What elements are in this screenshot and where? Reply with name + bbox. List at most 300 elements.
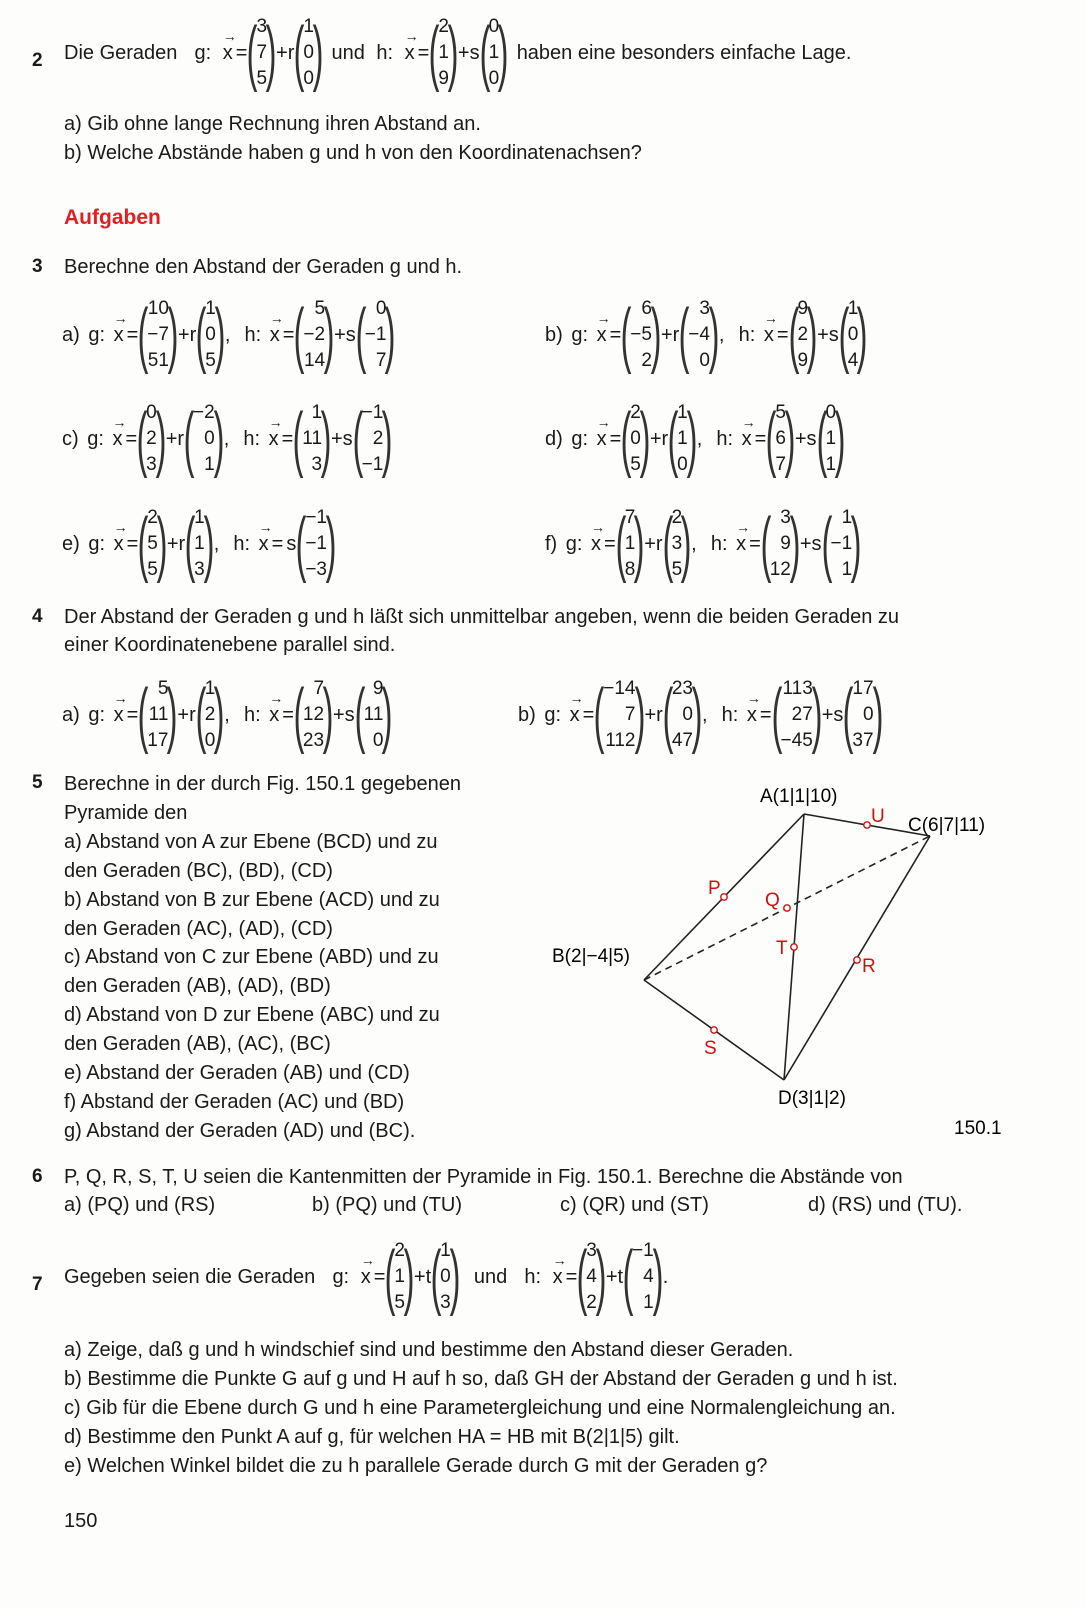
vector-component: 5 (147, 533, 158, 554)
vector (430, 1237, 461, 1317)
problem-2b: b) Welche Abstände haben g und h von den Koordinatenachsen? (64, 142, 642, 164)
vector-component: 0 (677, 454, 688, 475)
equals: = (776, 323, 789, 346)
equals: = (282, 703, 294, 726)
vector (760, 504, 801, 584)
vector (667, 399, 698, 479)
equals: = (126, 323, 139, 346)
paren-left: ( (384, 1237, 396, 1317)
problem-5-line: Berechne in der durch Fig. 150.1 gegebenen (64, 773, 461, 795)
problem-3-text: Berechne den Abstand der Geraden g und h. (64, 256, 463, 278)
problem-7-equation: Gegeben seien die Geraden g: → x = ( 2 1 5 ) +t ( 1 0 3 ) und h: → x = ( 3 4 2 ) +t ( −1 4 1 ) . (64, 1238, 668, 1316)
vector-component: 5 (630, 454, 641, 475)
vector-x: → x (591, 533, 601, 556)
paren-left: ( (430, 1237, 442, 1317)
equation-row (62, 399, 393, 479)
param-t: +t (605, 1265, 624, 1288)
problem-5-line: d) Abstand von D zur Ebene (ABC) und zu (64, 1004, 440, 1027)
vector (295, 504, 337, 584)
vector-component: 2 (394, 1240, 405, 1261)
paren-right: ) (213, 675, 225, 755)
point-r (854, 957, 860, 963)
g-label: g: (194, 41, 212, 64)
vector-component: 6 (775, 428, 786, 449)
vector (183, 399, 225, 479)
vector-x: → x (742, 428, 752, 451)
vector (195, 675, 225, 755)
vector (771, 675, 823, 755)
paren-right: ) (639, 399, 651, 479)
paren-right: ) (213, 399, 225, 479)
paren-left: ( (184, 504, 196, 584)
paren-left: ( (662, 675, 674, 755)
equals: = (582, 703, 595, 726)
vector-component: 5 (205, 350, 216, 371)
problem-5-line: b) Abstand von B zur Ebene (ACD) und zu (64, 888, 440, 911)
vector-component: 5 (157, 678, 169, 699)
page-number: 150 (64, 1510, 98, 1532)
equals: = (282, 323, 295, 346)
vector-x: → x (269, 428, 279, 451)
vector-component: 3 (194, 559, 205, 580)
vector-component: 3 (780, 507, 791, 528)
vector (384, 1237, 415, 1317)
paren-left: ( (765, 399, 777, 479)
problem-7a: a) Zeige, daß g und h windschief sind und bestimme den Abstand dieser Geraden. (64, 1339, 794, 1361)
label-c: C(6|7|11) (908, 815, 986, 836)
vector-component: 0 (699, 350, 710, 371)
vector-component: 2 (438, 16, 449, 37)
paren-left: ( (615, 504, 627, 584)
vector-component: −14 (603, 678, 636, 699)
vector-component: −2 (303, 324, 326, 345)
comma: , (224, 323, 231, 346)
vector-component: 37 (852, 730, 874, 751)
comma: , (701, 703, 708, 726)
paren-right: ) (834, 399, 846, 479)
vector-component: 3 (256, 16, 268, 37)
vector-x: → x (223, 42, 233, 65)
param-s: +s (794, 427, 817, 450)
problem-6c: c) (QR) und (ST) (560, 1194, 709, 1216)
label-t: T (776, 938, 788, 959)
problem-5-line: den Geraden (AB), (AD), (BD) (64, 975, 331, 998)
pyramid-figure (540, 770, 1020, 1150)
problem-4-text2: einer Koordinatenebene parallel sind. (64, 634, 396, 656)
paren-left: ( (293, 13, 305, 93)
g-label: g: (538, 703, 567, 726)
equation-row (62, 295, 396, 375)
vector-component: 3 (586, 1240, 597, 1261)
vector-component: −45 (780, 730, 813, 751)
vector-component: 1 (303, 16, 314, 37)
paren-right: ) (312, 13, 324, 93)
paren-left: ( (816, 399, 827, 479)
item-label: b) (545, 323, 563, 346)
vector (136, 399, 167, 479)
paren-left: ( (294, 295, 305, 375)
h-label: h: (727, 323, 761, 346)
paren-left: ( (620, 295, 632, 375)
vector-x: → x (597, 428, 607, 451)
vector-component: 1 (825, 454, 837, 475)
problem-5-line: den Geraden (AC), (AD), (CD) (64, 917, 333, 940)
param-s: +s (821, 703, 844, 726)
und: und (331, 41, 365, 64)
paren-left: ( (428, 13, 440, 93)
vector-component: 2 (147, 507, 158, 528)
vector-component: 1 (488, 42, 500, 63)
paren-right: ) (322, 675, 334, 755)
g-label: g: (82, 323, 111, 346)
paren-right: ) (872, 675, 883, 755)
vector (622, 1237, 664, 1317)
vector-component: 6 (641, 298, 652, 319)
vector-component: 9 (797, 298, 809, 319)
vector (662, 675, 703, 755)
vector-component: −1 (361, 402, 384, 423)
vector-component: 0 (372, 730, 384, 751)
paren-left: ( (137, 675, 149, 755)
vector (354, 675, 393, 755)
vector (137, 504, 168, 584)
h-label: h: (705, 427, 739, 450)
paren-right: ) (708, 295, 720, 375)
vector-component: 17 (147, 730, 169, 751)
h-label: h: (233, 323, 267, 346)
vector-component: 1 (205, 298, 216, 319)
paren-right: ) (203, 504, 215, 584)
paren-right: ) (167, 675, 178, 755)
vector-component: 14 (303, 350, 326, 371)
problem-5-line: den Geraden (BC), (BD), (CD) (64, 859, 333, 882)
vector-component: −1 (364, 324, 387, 345)
vector (195, 295, 226, 375)
problem-5-line: a) Abstand von A zur Ebene (BCD) und zu (64, 830, 438, 853)
problem-7d: d) Bestimme den Punkt A auf g, für welchen HA = HB mit B(2|1|5) gilt. (64, 1426, 680, 1448)
vector (137, 295, 179, 375)
param-r: +r (649, 427, 669, 450)
paren-right: ) (265, 13, 277, 93)
vector (620, 399, 651, 479)
param-s: +s (817, 323, 839, 346)
vector-x: → x (405, 42, 415, 65)
vector-component: 0 (440, 1266, 451, 1287)
vector-x: → x (269, 704, 279, 727)
paren-right: ) (650, 295, 662, 375)
vector-component: 0 (630, 428, 641, 449)
paren-right: ) (447, 13, 459, 93)
vector-x: → x (114, 704, 124, 727)
vector-component: 17 (852, 678, 874, 699)
label-p: P (708, 878, 721, 899)
param-s: +s (457, 41, 480, 64)
paren-left: ( (136, 399, 148, 479)
point-q (784, 905, 790, 911)
paren-right: ) (634, 675, 645, 755)
paren-left: ( (355, 295, 367, 375)
problem-5-line: Pyramide den (64, 801, 188, 824)
vector-component: 1 (624, 533, 636, 554)
vector-component: 3 (311, 454, 323, 475)
paren-left: ( (620, 399, 632, 479)
label-r: R (862, 956, 876, 977)
problem-6a: a) (PQ) und (RS) (64, 1194, 216, 1216)
problem-3d (545, 399, 846, 479)
h-label: h: (710, 703, 744, 726)
paren-left: ( (678, 295, 690, 375)
paren-left: ( (622, 1237, 634, 1317)
paren-right: ) (789, 504, 801, 584)
label-a: A(1|1|10) (760, 786, 838, 807)
vector-component: 2 (204, 704, 216, 725)
h-label: h: (232, 703, 267, 726)
vector-component: 5 (671, 559, 683, 580)
problem-2-number: 2 (32, 50, 43, 71)
param-s: +s (331, 427, 353, 450)
item-label: d) (545, 427, 563, 450)
param-r: +r (644, 532, 663, 555)
param-r: +r (166, 532, 186, 555)
paren-left: ( (593, 675, 605, 755)
paren-left: ( (183, 399, 195, 479)
vector (816, 399, 846, 479)
vector (352, 399, 393, 479)
vector-component: 0 (303, 42, 314, 63)
vector-component: 7 (256, 42, 268, 63)
vector-x: → x (764, 324, 774, 347)
equation-row (62, 675, 393, 755)
problem-5-line: g) Abstand der Geraden (AD) und (BC). (64, 1119, 416, 1142)
vector-component: 8 (624, 559, 636, 580)
vector-component: −5 (630, 324, 652, 345)
vector-component: 1 (311, 402, 323, 423)
vector-component: 51 (147, 350, 169, 371)
paren-right: ) (385, 295, 396, 375)
vector-x: → x (597, 324, 607, 347)
paren-right: ) (686, 399, 698, 479)
vector-component: −4 (688, 324, 710, 345)
problem-5-line: e) Abstand der Geraden (AB) und (CD) (64, 1062, 410, 1085)
paren-right: ) (633, 504, 645, 584)
equals: = (271, 532, 284, 555)
vector (137, 675, 178, 755)
paren-left: ( (771, 675, 782, 755)
g-label: g: (82, 703, 111, 726)
point-u (864, 822, 870, 828)
paren-left: ( (838, 295, 850, 375)
und: und (473, 1265, 508, 1288)
paren-right: ) (156, 504, 168, 584)
vector-component: −1 (305, 533, 327, 554)
vector-x: → x (553, 1266, 563, 1289)
vector-x: → x (114, 324, 124, 347)
vector (292, 399, 332, 479)
comma: , (213, 532, 220, 555)
equals: = (754, 427, 767, 450)
vector-component: 12 (769, 559, 791, 580)
vector-component: 0 (488, 68, 500, 89)
vector-component: −1 (361, 454, 384, 475)
vector-component: 5 (394, 1292, 405, 1313)
vector-x: → x (570, 704, 580, 727)
g-label: g: (81, 427, 110, 450)
problem-5-number: 5 (32, 772, 43, 793)
problem-3b (545, 295, 868, 375)
equation-row (545, 295, 868, 375)
vector-component: −3 (305, 559, 327, 580)
vector-component: 3 (146, 454, 157, 475)
equation-row (518, 675, 883, 755)
problem-7e: e) Welchen Winkel bildet die zu h parallele Gerade durch G mit der Geraden g? (64, 1455, 768, 1477)
problem-2a: a) Gib ohne lange Rechnung ihren Abstand an. (64, 113, 481, 135)
problem-3a (62, 295, 396, 375)
param-s: +s (799, 532, 822, 555)
vector-component: 0 (488, 16, 500, 37)
vector-component: 12 (302, 704, 325, 725)
vector-component: 9 (797, 350, 809, 371)
vector-component: 2 (630, 402, 641, 423)
problem-3c (62, 399, 393, 479)
problem-4-number: 4 (32, 606, 43, 627)
h-label: h: (699, 532, 734, 555)
point-p (721, 894, 727, 900)
equals: = (749, 532, 761, 555)
vector-component: 7 (313, 678, 325, 699)
problem-3-number: 3 (32, 256, 43, 277)
problem-6-text: P, Q, R, S, T, U seien die Kantenmitten der Pyramide in Fig. 150.1. Berechne die Abstände von (64, 1166, 903, 1188)
g-label: g: (82, 532, 111, 555)
vector-component: 0 (375, 298, 387, 319)
comma: , (224, 703, 230, 726)
paren-left: ( (295, 504, 307, 584)
point-s (711, 1027, 717, 1033)
vector-component: 0 (205, 324, 216, 345)
paren-right: ) (497, 13, 509, 93)
vector-x: → x (747, 704, 757, 727)
paren-left: ( (843, 675, 854, 755)
label-d: D(3|1|2) (778, 1088, 846, 1109)
vector-component: 3 (440, 1292, 451, 1313)
paren-right: ) (320, 399, 332, 479)
vector-component: 113 (782, 678, 813, 699)
vector-x: → x (259, 533, 269, 556)
vector-component: 0 (825, 402, 837, 423)
item-label: a) (62, 323, 80, 346)
comma: , (718, 323, 725, 346)
vector (821, 504, 862, 584)
problem-2-equation: Die Geraden g: → x = ( 3 7 5 ) +r ( 1 0 0 ) und h: → x = ( 2 1 9 ) +s ( 0 1 0 ) haben eine besonders einfache Lage. (64, 14, 851, 92)
vector-component: 1 (440, 1240, 451, 1261)
vector (293, 675, 334, 755)
vector-component: 2 (671, 507, 683, 528)
vector-component: 7 (775, 454, 786, 475)
problem-5-line: den Geraden (AB), (AC), (BC) (64, 1033, 331, 1056)
param-s: s (286, 532, 297, 555)
paren-right: ) (382, 675, 393, 755)
vector-component: 0 (204, 428, 215, 449)
g-label: g: (565, 323, 594, 346)
problem-7c: c) Gib für die Ebene durch G und h eine Parametergleichung und eine Normalengleichung an. (64, 1397, 896, 1419)
vector-component: 1 (204, 454, 215, 475)
vector-component: −1 (305, 507, 327, 528)
paren-right: ) (811, 675, 823, 755)
vector-component: −1 (632, 1240, 654, 1261)
vector-component: 27 (791, 704, 813, 725)
paren-left: ( (247, 13, 258, 93)
vector-component: 1 (194, 533, 205, 554)
vector-components (779, 676, 815, 754)
paren-left: ( (352, 399, 364, 479)
vector-component: 23 (302, 730, 325, 751)
paren-left: ( (788, 295, 799, 375)
g-label: g: (565, 427, 594, 450)
paren-right: ) (806, 295, 818, 375)
vector-component: 1 (677, 402, 688, 423)
label-b: B(2|−4|5) (552, 946, 630, 967)
problem-2-outro: haben eine besonders einfache Lage. (516, 41, 852, 64)
paren-right: ) (850, 504, 862, 584)
vector-component: 1 (847, 298, 859, 319)
vector-x: → x (114, 533, 124, 556)
vector (843, 675, 883, 755)
vector-component: 1 (438, 42, 449, 63)
vector-component: 9 (438, 68, 449, 89)
vector (620, 295, 662, 375)
point-t (791, 944, 797, 950)
label-u: U (871, 806, 885, 827)
problem-2-intro: Die Geraden (64, 41, 178, 64)
param-r: +r (177, 323, 197, 346)
vector (184, 504, 215, 584)
paren-right: ) (325, 504, 337, 584)
vector (294, 295, 335, 375)
problem-3e (62, 504, 337, 584)
comma: , (691, 532, 697, 555)
paren-right: ) (691, 675, 703, 755)
paren-right: ) (403, 1237, 415, 1317)
vector-component: 5 (314, 298, 326, 319)
paren-right: ) (856, 295, 868, 375)
vector-component: 0 (204, 730, 216, 751)
paren-right: ) (784, 399, 796, 479)
paren-right: ) (449, 1237, 461, 1317)
vector (576, 1237, 607, 1317)
g-label: g: (332, 1265, 350, 1288)
vector-components (601, 676, 637, 754)
vector (593, 675, 645, 755)
paren-left: ( (667, 399, 679, 479)
problem-4-text1: Der Abstand der Geraden g und h läßt sich unmittelbar angeben, wenn die beiden Geraden zu (64, 606, 899, 628)
problem-6b: b) (PQ) und (TU) (312, 1194, 463, 1216)
vector (247, 13, 277, 93)
vector-component: −1 (830, 533, 853, 554)
vector-component: −7 (147, 324, 169, 345)
h-label: h: (222, 532, 256, 555)
item-label: a) (62, 703, 80, 726)
vector-component: 1 (394, 1266, 405, 1287)
paren-left: ( (195, 675, 207, 755)
vector (479, 13, 509, 93)
vector-component: 112 (605, 730, 636, 751)
h-label: h: (232, 427, 266, 450)
vector-component: 11 (363, 704, 384, 725)
param-r: +r (276, 41, 295, 64)
paren-left: ( (195, 295, 207, 375)
vector (838, 295, 868, 375)
paren-left: ( (479, 13, 490, 93)
vector (428, 13, 459, 93)
